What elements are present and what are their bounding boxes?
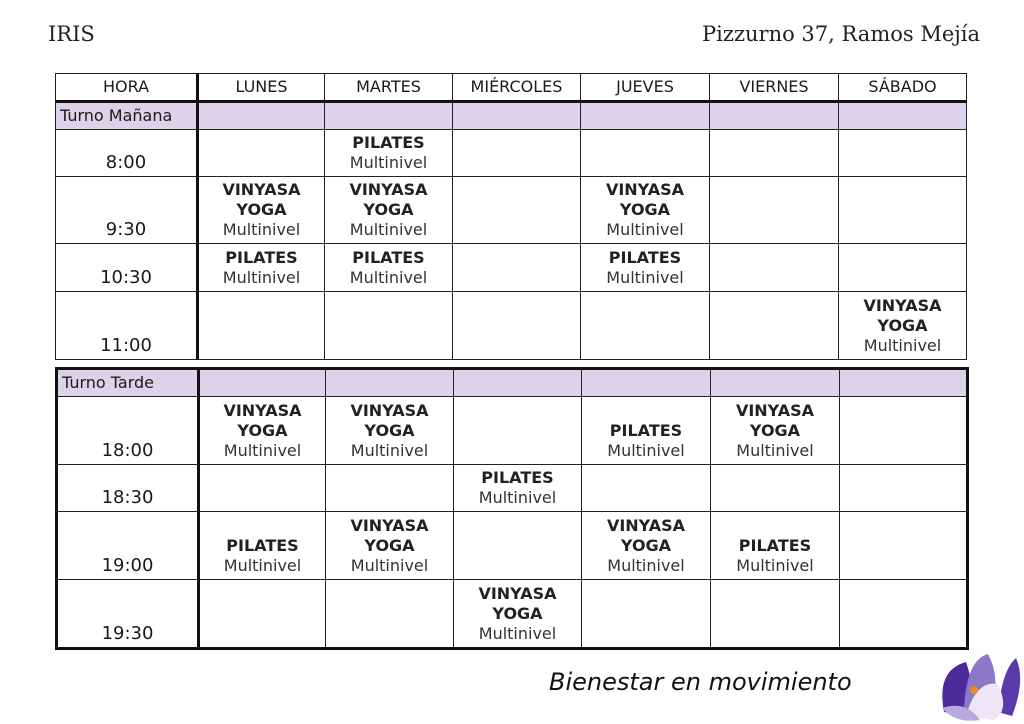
column-header: JUEVES — [581, 74, 710, 102]
class-cell — [839, 292, 967, 360]
tagline: Bienestar en movimiento — [549, 668, 852, 696]
class-cell — [198, 177, 325, 244]
empty-cell — [710, 177, 839, 244]
section-cell — [453, 102, 581, 130]
empty-cell — [839, 177, 967, 244]
empty-cell — [453, 292, 581, 360]
class-level: Multinivel — [349, 220, 428, 239]
class-cell — [326, 512, 454, 580]
empty-cell — [198, 130, 325, 177]
empty-cell — [325, 292, 453, 360]
time-cell: 19:00 — [57, 512, 199, 580]
table-row — [57, 512, 968, 580]
section-cell — [710, 102, 839, 130]
crocus-flower-icon — [936, 650, 1022, 722]
class-level: Multinivel — [223, 441, 302, 460]
class-name: PILATES — [738, 536, 812, 555]
class-name: PILATES — [352, 133, 425, 152]
section-row — [57, 369, 968, 397]
class-name: VINYASA YOGA — [222, 180, 301, 219]
class-level: Multinivel — [606, 220, 684, 239]
column-header: VIERNES — [710, 74, 839, 102]
class-level: Multinivel — [607, 556, 685, 575]
class-name: VINYASA YOGA — [223, 401, 302, 440]
empty-cell — [454, 512, 582, 580]
empty-cell — [581, 130, 710, 177]
class-name: VINYASA YOGA — [350, 516, 429, 555]
empty-cell — [326, 580, 454, 649]
class-name: PILATES — [352, 248, 425, 267]
class-name: VINYASA YOGA — [863, 296, 942, 335]
empty-cell — [199, 465, 326, 512]
section-cell — [581, 102, 710, 130]
class-cell — [325, 244, 453, 292]
header-row — [56, 74, 967, 102]
class-cell — [582, 397, 711, 465]
class-name: VINYASA YOGA — [606, 516, 686, 555]
section-cell — [198, 102, 325, 130]
empty-cell — [840, 512, 968, 580]
section-cell — [840, 369, 968, 397]
time-cell: 11:00 — [56, 292, 198, 360]
address: Pizzurno 37, Ramos Mejía — [702, 22, 980, 46]
table-row — [56, 244, 967, 292]
class-level: Multinivel — [222, 268, 301, 287]
time-cell: 19:30 — [57, 580, 199, 649]
class-name: VINYASA YOGA — [605, 180, 685, 219]
time-cell: 8:00 — [56, 130, 198, 177]
column-header: LUNES — [198, 74, 325, 102]
section-cell — [199, 369, 326, 397]
table-row — [56, 292, 967, 360]
empty-cell — [840, 465, 968, 512]
empty-cell — [710, 130, 839, 177]
empty-cell — [581, 292, 710, 360]
class-level: Multinivel — [478, 624, 557, 643]
class-level: Multinivel — [349, 153, 428, 172]
time-cell: 10:30 — [56, 244, 198, 292]
class-level: Multinivel — [350, 441, 429, 460]
class-level: Multinivel — [350, 556, 429, 575]
class-level: Multinivel — [863, 336, 942, 355]
empty-cell — [840, 397, 968, 465]
class-name: PILATES — [481, 468, 554, 487]
class-level: Multinivel — [349, 268, 428, 287]
column-header: MARTES — [325, 74, 453, 102]
empty-cell — [711, 580, 840, 649]
class-cell — [581, 244, 710, 292]
schedule-table-afternoon — [55, 367, 969, 650]
column-header: HORA — [56, 74, 198, 102]
class-cell — [454, 465, 582, 512]
section-cell — [325, 102, 453, 130]
empty-cell — [454, 397, 582, 465]
empty-cell — [710, 244, 839, 292]
time-cell: 18:30 — [57, 465, 199, 512]
empty-cell — [839, 244, 967, 292]
class-cell — [199, 512, 326, 580]
empty-cell — [710, 292, 839, 360]
brand-name: IRIS — [48, 22, 95, 46]
class-level: Multinivel — [223, 556, 302, 575]
class-level: Multinivel — [736, 441, 814, 460]
empty-cell — [453, 244, 581, 292]
section-cell — [711, 369, 840, 397]
empty-cell — [582, 580, 711, 649]
table-row — [57, 465, 968, 512]
class-name: PILATES — [226, 536, 299, 555]
class-cell — [582, 512, 711, 580]
section-cell — [839, 102, 967, 130]
section-label: Turno Tarde — [57, 369, 199, 397]
section-cell — [326, 369, 454, 397]
empty-cell — [453, 177, 581, 244]
table-row — [57, 580, 968, 649]
class-level: Multinivel — [607, 441, 685, 460]
table-row — [56, 130, 967, 177]
empty-cell — [326, 465, 454, 512]
class-cell — [581, 177, 710, 244]
column-header: MIÉRCOLES — [453, 74, 581, 102]
class-cell — [454, 580, 582, 649]
class-name: VINYASA YOGA — [350, 401, 429, 440]
section-cell — [454, 369, 582, 397]
class-level: Multinivel — [736, 556, 814, 575]
empty-cell — [582, 465, 711, 512]
class-cell — [325, 177, 453, 244]
column-header: SÁBADO — [839, 74, 967, 102]
class-level: Multinivel — [222, 220, 301, 239]
class-name: PILATES — [609, 421, 683, 440]
class-level: Multinivel — [478, 488, 557, 507]
class-cell — [325, 130, 453, 177]
empty-cell — [198, 292, 325, 360]
class-level: Multinivel — [606, 268, 684, 287]
schedule-table-morning — [55, 73, 967, 360]
class-name: VINYASA YOGA — [349, 180, 428, 219]
class-cell — [198, 244, 325, 292]
table-row — [56, 177, 967, 244]
empty-cell — [453, 130, 581, 177]
class-cell — [711, 397, 840, 465]
time-cell: 9:30 — [56, 177, 198, 244]
section-row — [56, 102, 967, 130]
class-cell — [326, 397, 454, 465]
section-label: Turno Mañana — [56, 102, 198, 130]
empty-cell — [199, 580, 326, 649]
time-cell: 18:00 — [57, 397, 199, 465]
empty-cell — [840, 580, 968, 649]
class-name: VINYASA YOGA — [478, 584, 557, 623]
table-row — [57, 397, 968, 465]
class-cell — [199, 397, 326, 465]
section-cell — [582, 369, 711, 397]
class-cell — [711, 512, 840, 580]
class-name: PILATES — [225, 248, 298, 267]
empty-cell — [711, 465, 840, 512]
empty-cell — [839, 130, 967, 177]
class-name: PILATES — [608, 248, 682, 267]
class-name: VINYASA YOGA — [735, 401, 815, 440]
